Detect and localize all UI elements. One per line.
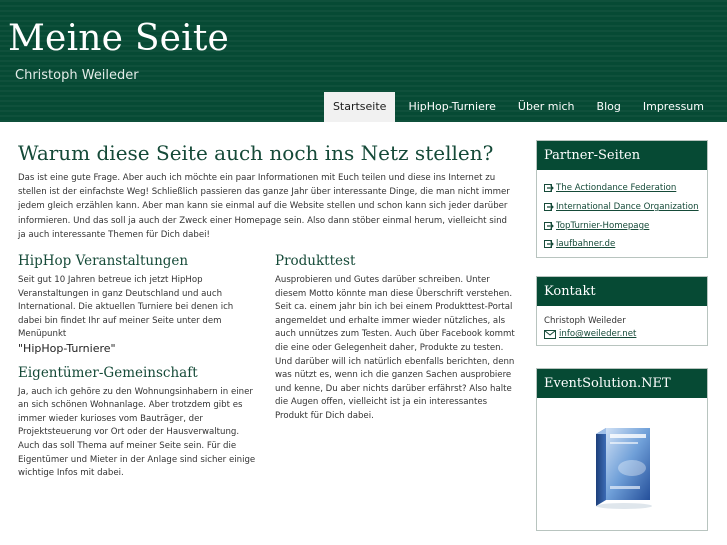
hiphop-quote: "HipHop-Turniere" [18,341,116,355]
site-subtitle: Christoph Weileder [15,68,139,83]
section-produkttest [275,252,515,424]
hiphop-heading: HipHop Veranstaltungen [18,253,189,270]
partner-box-title: Partner-Seiten [537,141,707,170]
contact-box-title: Kontakt [537,277,707,306]
section-eigentuemer [18,364,258,481]
partner-link-row [544,198,700,217]
content-columns [18,252,515,487]
main-content [18,140,515,487]
nav-item-impressum[interactable]: Impressum [642,100,704,113]
partner-link-row [544,235,700,254]
left-column [18,252,258,487]
page-heading: Warum diese Seite auch noch ins Netz stellen? [18,141,494,165]
main-nav [320,92,713,122]
produkttest-text: Ausprobieren und Gutes darüber schreiben. Unter diesem Motto könnte man diese Überschrift verstehen. Seit ca. einem jahr bin ich bei einem Produkttest-Portal angemeldet und erhalte immer wieder nützliches, als auch unnützes zum Testen. Auch über Facebook kommt die eine oder Gelegenheit daher, Produkte zu testen. Und darüber will ich natürlich ebenfalls berichten, denn was nützt es, wenn ich die ganzen Sachen ausprobiere und kenne, Du aber nichts darüber erfährst? Also halte die Augen offen, vielleicht ist ja ein interessantes Produkt für Dich dabei. [275,275,515,421]
contact-email-link[interactable]: info@weileder.net [559,329,637,339]
nav-item-hiphop-turniere[interactable]: HipHop-Turniere [408,100,496,113]
site-title[interactable]: Meine Seite [8,18,230,59]
product-image-area [537,398,707,530]
partner-box [536,140,708,258]
envelope-icon [544,330,556,339]
eigentuemer-text: Ja, auch ich gehöre zu den Wohnungsinhabern in einer an sich schönen Wohnanlage. Aber trotzdem gibt es immer wieder kurioses vom Bauträger, der Projektsteuerung vor Ort oder der Hausverwaltung. Auch das soll Thema auf meiner Seite sein. Für die Eigentümer und Mieter in der Anlage sind sicher einige wichtige Infos mit dabei. [18,386,256,479]
intro-text: Das ist eine gute Frage. Aber auch ich möchte ein paar Informationen mit Euch teilen und diese ins Internet zu stellen ist der einfachste Weg! Schließlich passieren das ganze Jahr über interessante Dinge, die man nicht immer jedem gleich erzählen kann. Aber man kann sie einmal auf die Website stellen und schon kann sich jeder darüber informieren. Und das soll ja auch der Zweck einer Homepage sein. Also dann stöber einmal herum, vielleicht sind ja auch interessante Themen für Dich dabei! [18,173,510,240]
produkttest-heading: Produkttest [275,253,356,270]
external-link-icon [544,221,554,231]
site-header [0,0,727,122]
partner-links [537,170,707,257]
partner-link-laufbahner[interactable]: laufbahner.de [556,239,616,250]
right-column [275,252,515,487]
external-link-icon [544,239,554,249]
hiphop-body: Seit gut 10 Jahren betreue ich jetzt HipHop Veranstaltungen in ganz Deutschland und auch International. Die aktuellen Turniere bei denen ich dabei bin findet Ihr auf meiner Seite unter dem Menüpunkt [18,275,234,340]
partner-link-row [544,216,700,235]
nav-item-startseite[interactable]: Startseite [324,92,396,122]
contact-name: Christoph Weileder [544,316,626,326]
partner-link-actiondance[interactable]: The Actiondance Federation [556,183,677,194]
contact-body [537,306,707,345]
external-link-icon [544,183,554,193]
partner-link-row [544,179,700,198]
contact-email-row [544,329,700,339]
partner-link-topturnier[interactable]: TopTurnier-Homepage [556,220,650,231]
external-link-icon [544,202,554,212]
hiphop-text [18,274,258,358]
software-box-image[interactable] [590,424,654,510]
nav-item-blog[interactable]: Blog [596,100,621,113]
product-box-title: EventSolution.NET [537,369,707,398]
nav-item-ueber-mich[interactable]: Über mich [517,100,575,113]
partner-link-ido[interactable]: International Dance Organization [556,202,699,213]
eigentuemer-heading: Eigentümer-Gemeinschaft [18,364,198,381]
product-box [536,368,708,531]
contact-box [536,276,708,346]
section-hiphop [18,252,258,358]
